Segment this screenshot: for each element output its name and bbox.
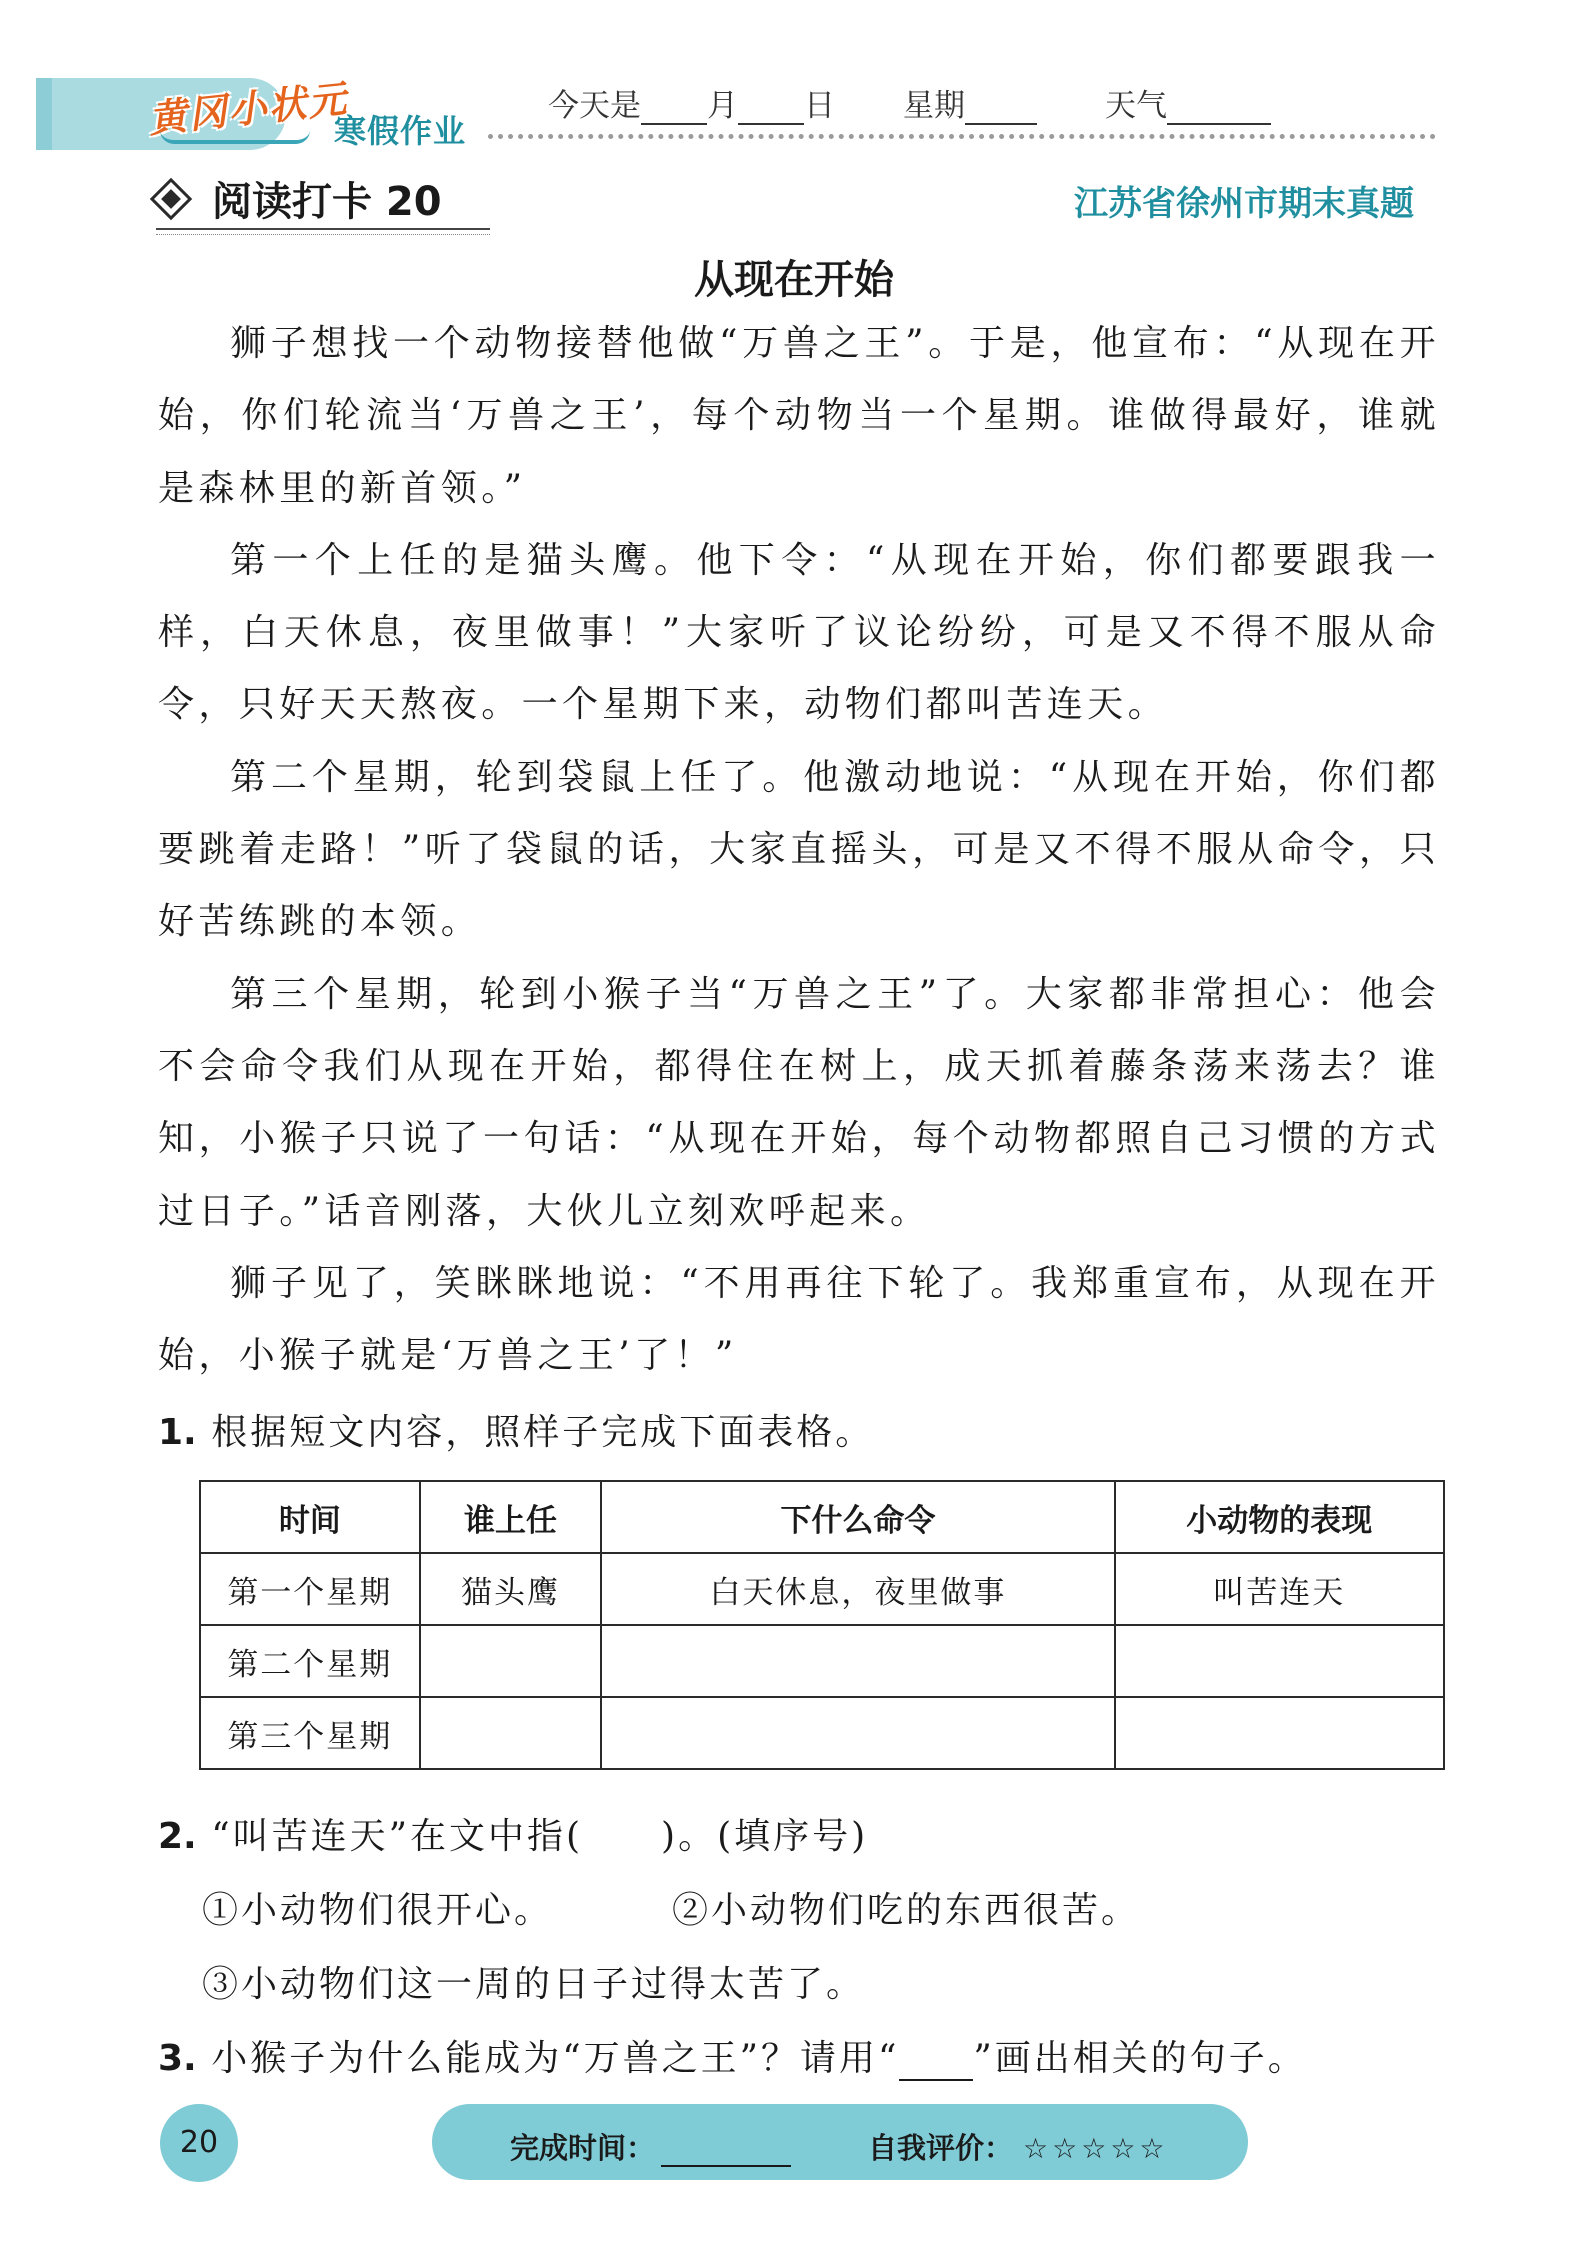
header-dotted-rule (488, 134, 1436, 139)
date-line (548, 80, 1271, 125)
question-3 (158, 2030, 1307, 2081)
option-1[interactable]: ①小动物们很开心。 (202, 1890, 554, 1931)
section-title-underline (156, 228, 490, 230)
table-row (200, 1697, 1444, 1769)
self-evaluation (868, 2126, 1169, 2167)
story-paragraph: 狮子见了，笑眯眯地说：“不用再往下轮了。我郑重宣布，从现在开始，小猴子就是‘万兽之王’了！” (158, 1262, 1440, 1377)
table-cell: 白天休息，夜里做事 (601, 1553, 1114, 1625)
option-2[interactable]: ②小动物们吃的东西很苦。 (672, 1890, 1141, 1931)
self-evaluation-label: 自我评价： (868, 2131, 1014, 2165)
completion-time (510, 2126, 791, 2167)
story-title: 从现在开始 (694, 257, 894, 303)
subject-label: 寒假作业 (334, 112, 467, 150)
date-today-label: 今天是 (548, 88, 641, 124)
star-rating[interactable]: ☆☆☆☆☆ (1023, 2132, 1169, 2165)
table-row (200, 1553, 1444, 1625)
question-3-number: 3. (158, 2038, 197, 2079)
weekday-blank[interactable] (965, 91, 1037, 125)
table-header-row (200, 1481, 1444, 1553)
diamond-icon (150, 177, 192, 219)
date-month-label: 月 (707, 88, 738, 124)
story-body (158, 308, 1440, 1392)
table-answer-cell[interactable] (420, 1697, 602, 1769)
table-answer-cell[interactable] (420, 1625, 602, 1697)
story-paragraph: 第一个上任的是猫头鹰。他下令：“从现在开始，你们都要跟我一样，白天休息，夜里做事！”大家听了议论纷纷，可是又不得不服从命令，只好天天熬夜。一个星期下来，动物们都叫苦连天。 (158, 539, 1440, 726)
question-3-text-a: 小猴子为什么能成为“万兽之王”？请用“ (211, 2038, 900, 2079)
completion-time-label: 完成时间： (510, 2131, 656, 2165)
question-2-text: “叫苦连天”在文中指( )。(填序号) (211, 1816, 869, 1857)
header-tab-edge (36, 78, 52, 150)
question-3-text-b: ”画出相关的句子。 (973, 2038, 1307, 2079)
weather-blank[interactable] (1167, 91, 1271, 125)
question-1-text: 根据短文内容，照样子完成下面表格。 (211, 1412, 875, 1453)
date-weekday-label: 星期 (903, 88, 965, 124)
story-paragraph: 第二个星期，轮到袋鼠上任了。他激动地说：“从现在开始，你们都要跳着走路！”听了袋鼠的话，大家直摇头，可是又不得不服从命令，只好苦练跳的本领。 (158, 756, 1440, 943)
month-blank[interactable] (641, 91, 707, 125)
brand-logo: 黄冈小状元 (146, 76, 351, 142)
table-cell: 第三个星期 (200, 1697, 420, 1769)
table-header-cell: 时间 (200, 1481, 420, 1553)
table-answer-cell[interactable] (601, 1697, 1114, 1769)
date-weather-label: 天气 (1105, 88, 1167, 124)
table-answer-cell[interactable] (601, 1625, 1114, 1697)
brand-swoosh (160, 130, 310, 144)
source-label: 江苏省徐州市期末真题 (1074, 184, 1414, 224)
section-title (156, 170, 442, 227)
story-paragraph: 狮子想找一个动物接替他做“万兽之王”。于是，他宣布：“从现在开始，你们轮流当‘万兽之王’，每个动物当一个星期。谁做得最好，谁就是森林里的新首领。” (158, 323, 1440, 509)
question-1 (158, 1404, 874, 1455)
page-number: 20 (160, 2104, 238, 2182)
question-2 (158, 1808, 868, 1859)
section-title-text: 阅读打卡 20 (212, 179, 442, 225)
table-header-cell: 谁上任 (420, 1481, 602, 1553)
date-day-label: 日 (804, 88, 835, 124)
table-header-cell: 小动物的表现 (1115, 1481, 1444, 1553)
table-header-cell: 下什么命令 (601, 1481, 1114, 1553)
answer-table (199, 1480, 1445, 1770)
option-3[interactable]: ③小动物们这一周的日子过得太苦了。 (202, 1964, 866, 2005)
table-cell: 第一个星期 (200, 1553, 420, 1625)
underline-sample (899, 2047, 973, 2081)
table-answer-cell[interactable] (1115, 1625, 1444, 1697)
completion-time-blank[interactable] (661, 2135, 791, 2167)
table-answer-cell[interactable] (1115, 1697, 1444, 1769)
table-cell: 第二个星期 (200, 1625, 420, 1697)
question-1-number: 1. (158, 1412, 197, 1453)
day-blank[interactable] (738, 91, 804, 125)
story-paragraph: 第三个星期，轮到小猴子当“万兽之王”了。大家都非常担心：他会不会命令我们从现在开始，都得住在树上，成天抓着藤条荡来荡去？谁知，小猴子只说了一句话：“从现在开始，每个动物都照自己习惯的方式过日子。”话音刚落，大伙儿立刻欢呼起来。 (158, 973, 1440, 1232)
table-cell: 叫苦连天 (1115, 1553, 1444, 1625)
table-cell: 猫头鹰 (420, 1553, 602, 1625)
section-title-underline-dotted (156, 234, 490, 235)
question-2-number: 2. (158, 1816, 197, 1857)
table-row (200, 1625, 1444, 1697)
